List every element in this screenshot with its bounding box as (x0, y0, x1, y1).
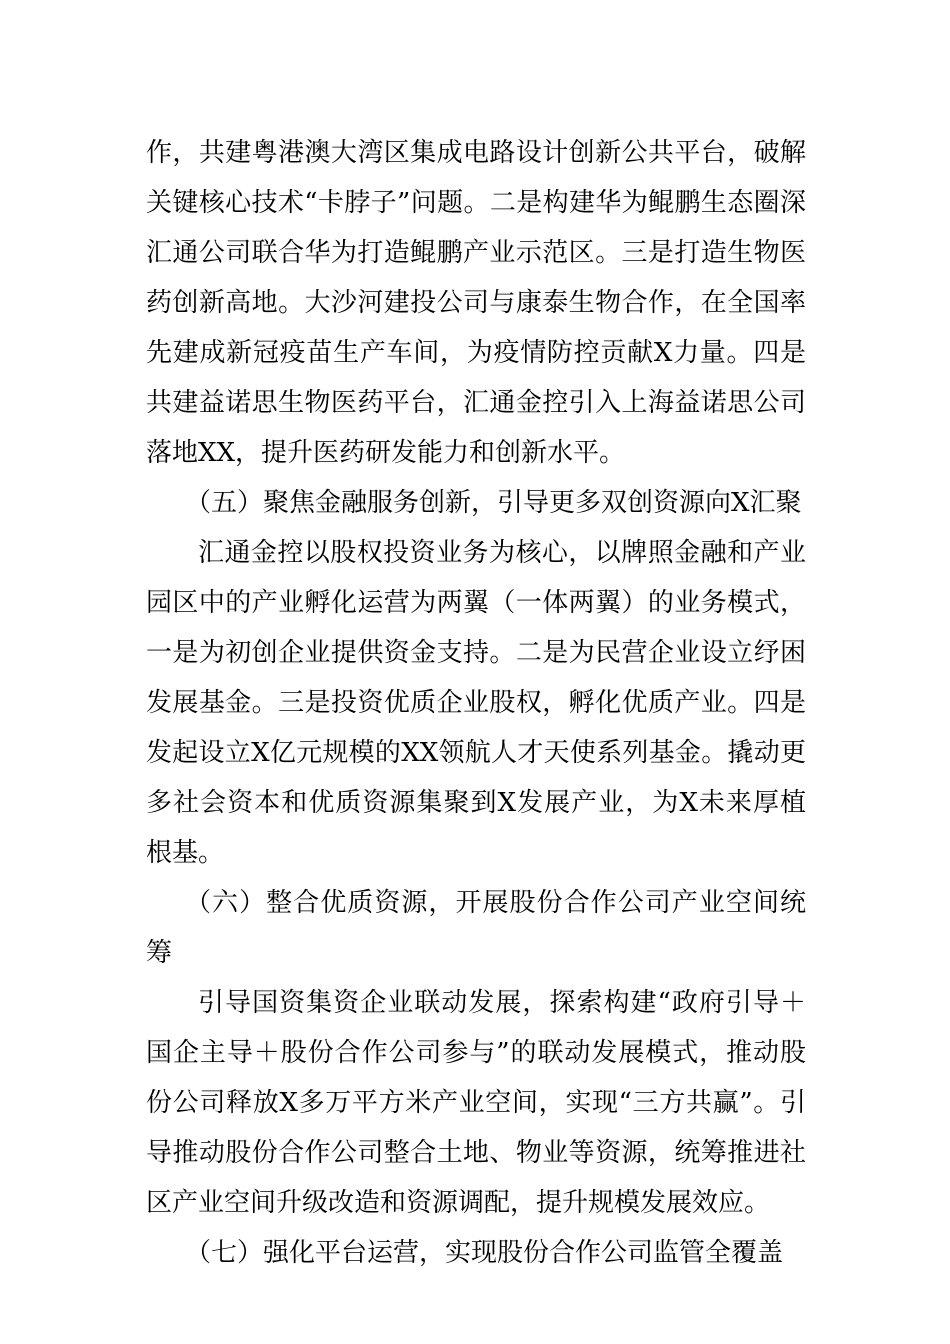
section-heading-5: （五）聚焦金融服务创新，引导更多双创资源向X汇聚 (185, 488, 802, 518)
section-heading-6: （六）整合优质资源，开展股份合作公司产业空间统筹 (146, 888, 806, 968)
section-heading-7: （七）强化平台运营，实现股份合作公司监管全覆盖 (185, 1238, 784, 1268)
document-body (146, 128, 806, 1278)
paragraph-finance: 汇通金控以股权投资业务为核心，以牌照金融和产业园区中的产业孵化运营为两翼（一体两翼）的业务模式，一是为初创企业提供资金支持。二是为民营企业设立纾困发展基金。三是投资优质企业股权，孵化优质产业。四是发起设立X亿元规模的XX领航人才天使系列基金。撬动更多社会资本和优质资源集聚到X发展产业，为X未来厚植根基。 (146, 538, 806, 868)
paragraph-resources: 引导国资集资企业联动发展，探索构建“政府引导＋国企主导＋股份合作公司参与”的联动发展模式，推动股份公司释放X多万平方米产业空间，实现“三方共赢”。引导推动股份合作公司整合土地、物业等资源，统筹推进社区产业空间升级改造和资源调配，提升规模发展效应。 (146, 988, 806, 1218)
paragraph-continuation: 作，共建粤港澳大湾区集成电路设计创新公共平台，破解关键核心技术“卡脖子”问题。二是构建华为鲲鹏生态圈深汇通公司联合华为打造鲲鹏产业示范区。三是打造生物医药创新高地。大沙河建投公司与康泰生物合作，在全国率先建成新冠疫苗生产车间，为疫情防控贡献X力量。四是共建益诺思生物医药平台，汇通金控引入上海益诺思公司落地XX，提升医药研发能力和创新水平。 (146, 138, 806, 468)
